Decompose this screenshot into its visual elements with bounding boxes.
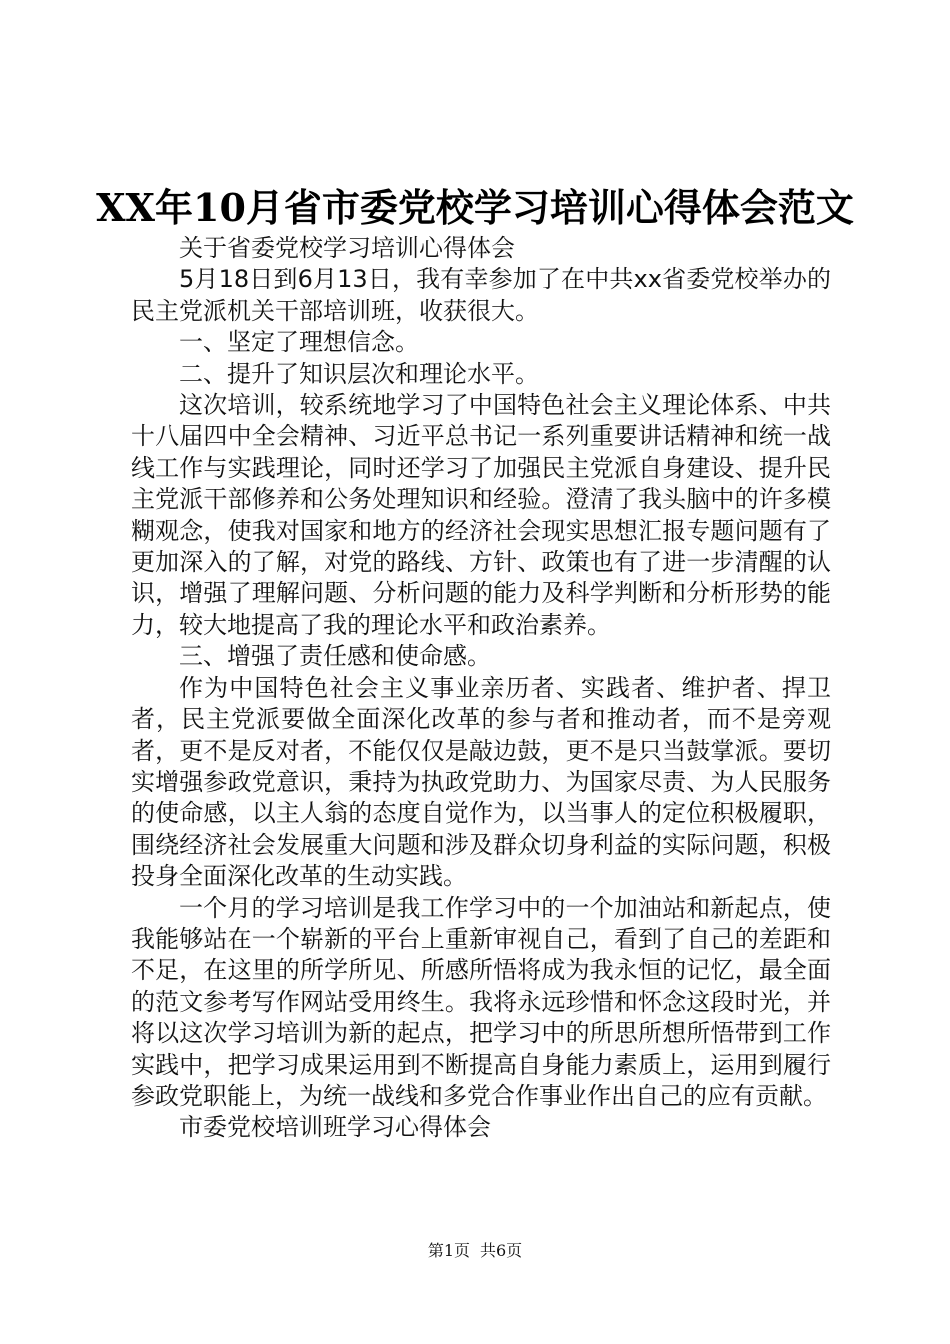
- document-body: [131, 233, 831, 1144]
- page-number: 第1页: [427, 1241, 470, 1260]
- paragraph-heading-3: 三、增强了责任感和使命感。: [179, 642, 491, 671]
- page-footer: [0, 1240, 950, 1262]
- page-total: 共6页: [480, 1241, 523, 1260]
- paragraph-next-section: 市委党校培训班学习心得体会: [179, 1113, 491, 1142]
- paragraph-intro: 5月18日到6月13日，我有幸参加了在中共xx省委党校举办的民主党派机关干部培训班，收获很大。: [131, 265, 831, 325]
- paragraph-heading-2: 二、提升了知识层次和理论水平。: [179, 359, 539, 388]
- document-title: XX年10月省市委党校学习培训心得体会范文: [96, 185, 854, 230]
- paragraph-body-2: 作为中国特色社会主义事业亲历者、实践者、维护者、捍卫者，民主党派要做全面深化改革的参与者和推动者，而不是旁观者，更不是反对者，不能仅仅是敲边鼓，更不是只当鼓掌派。要切实增强参政党意识，秉持为执政党助力、为国家尽责、为人民服务的使命感，以主人翁的态度自觉作为，以当事人的定位积极履职，围绕经济社会发展重大问题和涉及群众切身利益的实际问题，积极投身全面深化改革的生动实践。: [131, 673, 831, 891]
- paragraph-body-3: 一个月的学习培训是我工作学习中的一个加油站和新起点，使我能够站在一个崭新的平台上重新审视自己，看到了自己的差距和不足，在这里的所学所见、所感所悟将成为我永恒的记忆，最全面的范文参考写作网站受用终生。我将永远珍惜和怀念这段时光，并将以这次学习培训为新的起点，把学习中的所思所想所悟带到工作实践中，把学习成果运用到不断提高自身能力素质上，运用到履行参政党职能上，为统一战线和多党合作事业作出自己的应有贡献。: [131, 893, 831, 1110]
- paragraph-body-1: 这次培训，较系统地学习了中国特色社会主义理论体系、中共十八届四中全会精神、习近平总书记一系列重要讲话精神和统一战线工作与实践理论，同时还学习了加强民主党派自身建设、提升民主党派干部修养和公务处理知识和经验。澄清了我头脑中的许多模糊观念，使我对国家和地方的经济社会现实思想汇报专题问题有了更加深入的了解，对党的路线、方针、政策也有了进一步清醒的认识，增强了理解问题、分析问题的能力及科学判断和分析形势的能力，较大地提高了我的理论水平和政治素养。: [131, 391, 831, 639]
- paragraph-subtitle: 关于省委党校学习培训心得体会: [179, 234, 515, 262]
- paragraph-heading-1: 一、坚定了理想信念。: [179, 328, 419, 357]
